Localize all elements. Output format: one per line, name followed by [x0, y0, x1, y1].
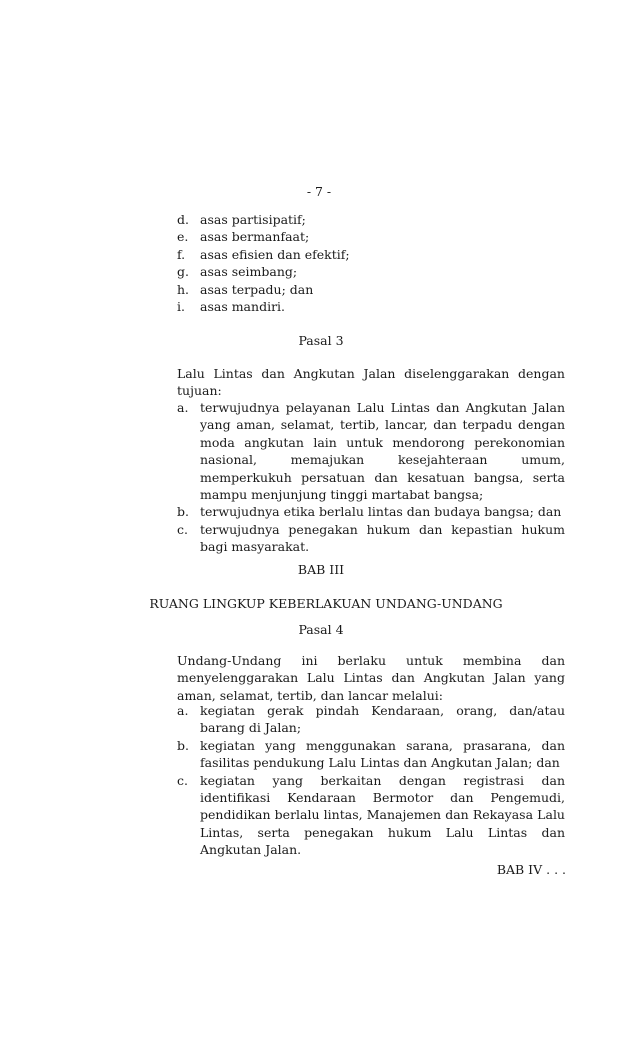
list-text: asas partisipatif;: [200, 212, 306, 227]
list-marker: b.: [177, 504, 189, 520]
list-marker: g.: [177, 264, 189, 280]
list-text: kegiatan yang berkaitan dengan registrasi dan identifikasi Kendaraan Bermotor dan Pengemudi, pendidikan berlalu lintas, Manajemen dan Rekayasa Lalu Lintas, serta penegakan hukum Lalu Lintas dan Angkutan Jalan.: [200, 772, 565, 858]
list-item: [177, 702, 565, 737]
list-text: asas efisien dan efektif;: [200, 246, 350, 262]
list-text: asas mandiri.: [200, 299, 286, 315]
list-marker: e.: [177, 229, 189, 245]
list-item: [177, 772, 565, 859]
list-text: terwujudnya pelayanan Lalu Lintas dan Angkutan Jalan yang aman, selamat, tertib, lancar, dan terpadu dengan moda angkutan lain untuk mendorong perekonomian nasional, memajukan kesejahteraan umum, memperkukuh persatuan dan kesatuan bangsa, serta mampu menjunjung tinggi martabat bangsa;: [200, 400, 565, 503]
pasal-3-intro: Lalu Lintas dan Angkutan Jalan diselenggarakan dengan tujuan:: [177, 366, 565, 399]
list-item: [177, 737, 565, 772]
pasal-3-title: Pasal 3: [298, 333, 344, 348]
next-chapter-continuation: BAB IV . . .: [496, 862, 566, 877]
list-marker: d.: [177, 212, 189, 227]
pasal-4-title: Pasal 4: [298, 622, 344, 637]
list-marker: a.: [177, 400, 189, 415]
list-item: [177, 211, 565, 228]
pasal-4-list: [177, 702, 565, 859]
list-text: asas seimbang;: [200, 264, 298, 280]
page-number: - 7 -: [306, 184, 332, 199]
list-item: [177, 503, 565, 520]
list-item: [177, 521, 565, 556]
list-item: [177, 281, 565, 298]
list-item: [177, 246, 565, 263]
list-marker: f.: [177, 246, 186, 262]
list-marker: a.: [177, 703, 189, 718]
list-marker: i.: [177, 299, 185, 315]
list-marker: c.: [177, 521, 188, 537]
list-item: [177, 263, 565, 280]
pasal-3-list: [177, 399, 565, 556]
chapter-title: BAB III: [297, 562, 345, 577]
pasal-4-intro: Undang-Undang ini berlaku untuk membina dan menyelenggarakan Lalu Lintas dan Angkutan Jalan yang aman, selamat, tertib, dan lancar melalui:: [177, 653, 565, 703]
list-marker: b.: [177, 737, 189, 753]
list-item: [177, 399, 565, 503]
list-item: [177, 298, 565, 315]
list-text: terwujudnya etika berlalu lintas dan budaya bangsa; dan: [200, 504, 562, 520]
list-text: kegiatan yang menggunakan sarana, prasarana, dan fasilitas pendukung Lalu Lintas dan Angkutan Jalan; dan: [200, 737, 565, 771]
list-text: terwujudnya penegakan hukum dan kepastian hukum bagi masyarakat.: [200, 521, 565, 555]
principles-list: [177, 211, 565, 315]
chapter-subtitle: RUANG LINGKUP KEBERLAKUAN UNDANG-UNDANG: [149, 596, 503, 611]
list-text: asas terpadu; dan: [200, 281, 314, 297]
list-item: [177, 228, 565, 245]
list-text: kegiatan gerak pindah Kendaraan, orang, dan/atau barang di Jalan;: [200, 703, 565, 736]
list-marker: h.: [177, 281, 190, 297]
list-marker: c.: [177, 772, 188, 788]
list-text: asas bermanfaat;: [200, 229, 310, 245]
